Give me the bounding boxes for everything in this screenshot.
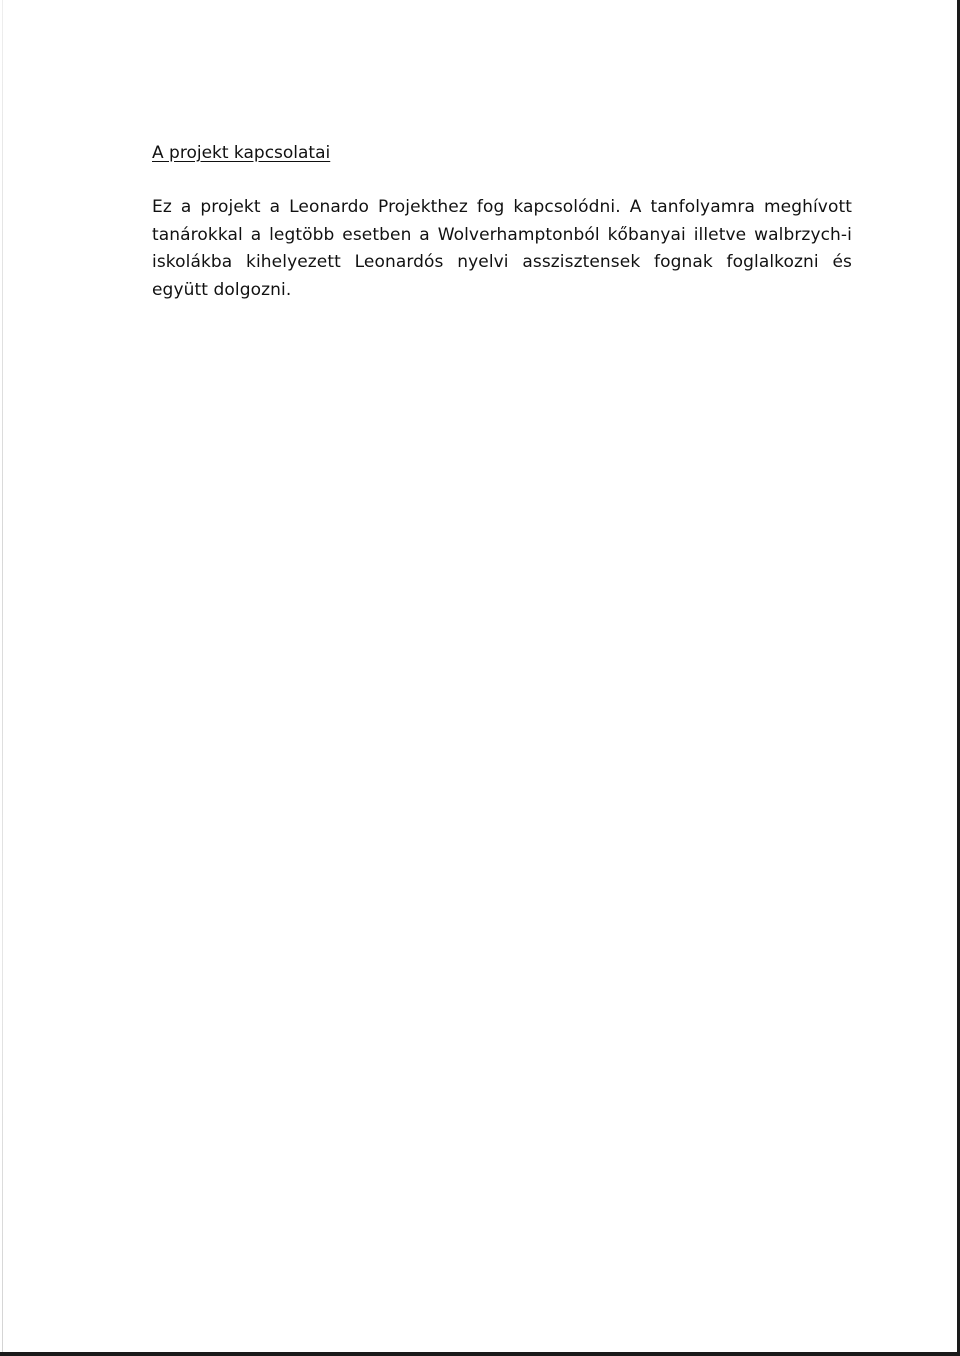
scan-edge-left bbox=[2, 0, 3, 1356]
section-heading: A projekt kapcsolatai bbox=[152, 143, 331, 163]
scan-edge-bottom bbox=[0, 1352, 960, 1356]
document-content bbox=[152, 140, 852, 304]
body-paragraph: Ez a projekt a Leonardo Projekthez fog kapcsolódni. A tanfolyamra meghívott tanárokkal a legtöbb esetben a Wolverhamptonból kőbanyai illetve walbrzych-i iskolákba kihelyezett Leonardós nyelvi asszisztensek fognak foglalkozni és együtt dolgozni. bbox=[152, 197, 852, 300]
